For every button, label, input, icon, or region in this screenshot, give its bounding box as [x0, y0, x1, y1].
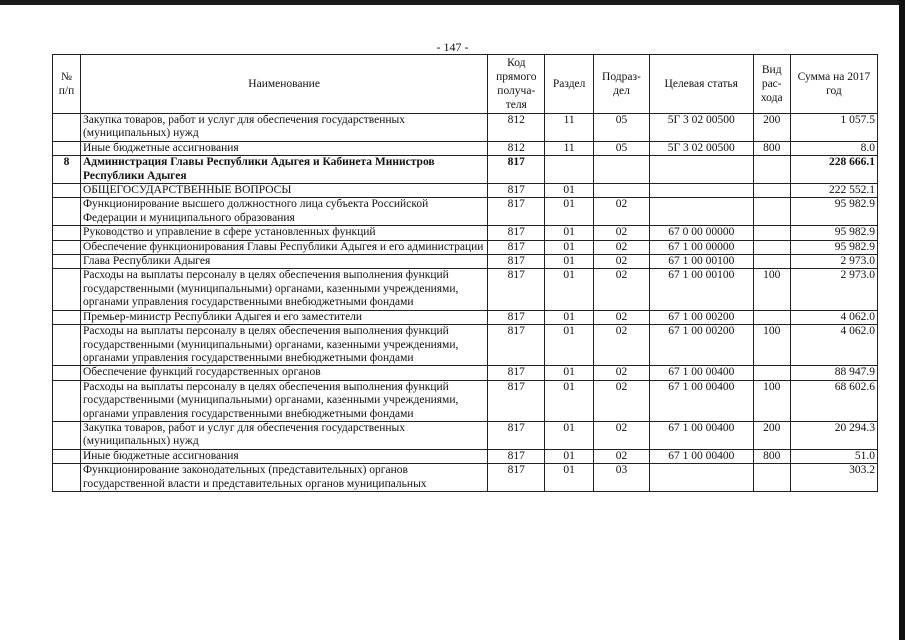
- cell-article: 67 1 00 00100: [649, 269, 753, 310]
- cell-article: 67 1 00 00400: [649, 366, 753, 380]
- header-expense-type: Вид рас-хода: [753, 55, 790, 114]
- cell-num: [53, 226, 81, 240]
- cell-section: 01: [545, 184, 594, 198]
- cell-num: [53, 366, 81, 380]
- cell-sum: 4 062.0: [790, 310, 877, 324]
- cell-type: [753, 240, 790, 254]
- table-row: [53, 184, 878, 198]
- cell-article: 67 1 00 00200: [649, 310, 753, 324]
- cell-num: [53, 269, 81, 310]
- cell-sum: 95 982.9: [790, 240, 877, 254]
- cell-subsection: [593, 184, 649, 198]
- cell-code: 812: [488, 141, 545, 155]
- cell-section: 01: [545, 421, 594, 449]
- header-sum: Сумма на 2017 год: [790, 55, 877, 114]
- header-num: № п/п: [53, 55, 81, 114]
- cell-article: 5Г 3 02 00500: [649, 114, 753, 142]
- cell-code: 817: [488, 184, 545, 198]
- cell-type: 200: [753, 421, 790, 449]
- cell-name: Администрация Главы Республики Адыгея и Кабинета Министров Республики Адыгея: [80, 156, 487, 184]
- cell-section: 01: [545, 449, 594, 463]
- cell-type: 800: [753, 449, 790, 463]
- cell-section: 01: [545, 255, 594, 269]
- cell-code: 812: [488, 114, 545, 142]
- cell-subsection: 02: [593, 240, 649, 254]
- cell-sum: 51.0: [790, 449, 877, 463]
- header-article: Целевая статья: [649, 55, 753, 114]
- cell-num: [53, 255, 81, 269]
- cell-type: 800: [753, 141, 790, 155]
- cell-code: 817: [488, 449, 545, 463]
- table-row: [53, 198, 878, 226]
- table-row: [53, 449, 878, 463]
- cell-num: [53, 421, 81, 449]
- table-row: [53, 325, 878, 366]
- table-header-row: [53, 55, 878, 114]
- cell-code: 817: [488, 421, 545, 449]
- cell-num: [53, 310, 81, 324]
- cell-sum: 8.0: [790, 141, 877, 155]
- cell-sum: 20 294.3: [790, 421, 877, 449]
- cell-type: [753, 464, 790, 492]
- cell-num: [53, 380, 81, 421]
- cell-subsection: 02: [593, 269, 649, 310]
- table-row: [53, 226, 878, 240]
- table-row: [53, 464, 878, 492]
- cell-name: Глава Республики Адыгея: [80, 255, 487, 269]
- cell-name: Функционирование законодательных (представительных) органов государственной власти и представительных органов муниципальных: [80, 464, 487, 492]
- cell-type: [753, 156, 790, 184]
- cell-sum: 95 982.9: [790, 198, 877, 226]
- budget-table: [52, 54, 878, 492]
- cell-subsection: [593, 156, 649, 184]
- cell-article: [649, 198, 753, 226]
- table-row: [53, 255, 878, 269]
- cell-article: [649, 156, 753, 184]
- cell-sum: 1 057.5: [790, 114, 877, 142]
- table-row: [53, 269, 878, 310]
- cell-subsection: 05: [593, 141, 649, 155]
- header-name: Наименование: [80, 55, 487, 114]
- cell-name: Закупка товаров, работ и услуг для обеспечения государственных (муниципальных) нужд: [80, 421, 487, 449]
- table-row: [53, 310, 878, 324]
- cell-name: Иные бюджетные ассигнования: [80, 141, 487, 155]
- table-row: [53, 421, 878, 449]
- cell-sum: 222 552.1: [790, 184, 877, 198]
- cell-section: 01: [545, 198, 594, 226]
- cell-code: 817: [488, 226, 545, 240]
- cell-type: 100: [753, 269, 790, 310]
- cell-sum: 2 973.0: [790, 255, 877, 269]
- cell-name: Обеспечение функций государственных органов: [80, 366, 487, 380]
- header-subsection: Подраз-дел: [593, 55, 649, 114]
- cell-sum: 2 973.0: [790, 269, 877, 310]
- cell-code: 817: [488, 464, 545, 492]
- cell-code: 817: [488, 269, 545, 310]
- cell-subsection: 02: [593, 421, 649, 449]
- cell-section: 01: [545, 380, 594, 421]
- table-row: [53, 141, 878, 155]
- cell-article: 67 1 00 00100: [649, 255, 753, 269]
- cell-subsection: 02: [593, 380, 649, 421]
- table-row: [53, 114, 878, 142]
- table-row: [53, 240, 878, 254]
- cell-num: [53, 141, 81, 155]
- scan-right-edge: [899, 0, 905, 640]
- cell-section: 01: [545, 269, 594, 310]
- cell-section: 11: [545, 141, 594, 155]
- cell-type: [753, 310, 790, 324]
- cell-type: [753, 198, 790, 226]
- cell-sum: 95 982.9: [790, 226, 877, 240]
- header-section: Раздел: [545, 55, 594, 114]
- cell-section: 01: [545, 325, 594, 366]
- cell-type: 200: [753, 114, 790, 142]
- cell-subsection: 02: [593, 198, 649, 226]
- table-row: [53, 366, 878, 380]
- cell-section: 01: [545, 226, 594, 240]
- cell-article: [649, 184, 753, 198]
- cell-section: 11: [545, 114, 594, 142]
- cell-num: [53, 114, 81, 142]
- cell-type: [753, 184, 790, 198]
- table-row: [53, 380, 878, 421]
- cell-num: [53, 198, 81, 226]
- cell-subsection: 03: [593, 464, 649, 492]
- cell-article: 67 0 00 00000: [649, 226, 753, 240]
- cell-subsection: 02: [593, 226, 649, 240]
- cell-type: 100: [753, 325, 790, 366]
- cell-name: Расходы на выплаты персоналу в целях обеспечения выполнения функций государственными (муниципальными) органами, казенными учреждениями, органами управления государственными внебюджетными фондами: [80, 380, 487, 421]
- cell-sum: 303.2: [790, 464, 877, 492]
- cell-name: Иные бюджетные ассигнования: [80, 449, 487, 463]
- cell-sum: 88 947.9: [790, 366, 877, 380]
- cell-code: 817: [488, 325, 545, 366]
- cell-name: Руководство и управление в сфере установленных функций: [80, 226, 487, 240]
- cell-name: Обеспечение функционирования Главы Республики Адыгея и его администрации: [80, 240, 487, 254]
- cell-sum: 228 666.1: [790, 156, 877, 184]
- cell-code: 817: [488, 366, 545, 380]
- cell-section: 01: [545, 310, 594, 324]
- cell-subsection: 02: [593, 366, 649, 380]
- cell-name: ОБЩЕГОСУДАРСТВЕННЫЕ ВОПРОСЫ: [80, 184, 487, 198]
- cell-type: [753, 255, 790, 269]
- cell-article: 67 1 00 00400: [649, 380, 753, 421]
- cell-subsection: 05: [593, 114, 649, 142]
- cell-subsection: 02: [593, 449, 649, 463]
- cell-subsection: 02: [593, 310, 649, 324]
- page-number: - 147 -: [436, 40, 469, 54]
- cell-type: [753, 226, 790, 240]
- cell-section: 01: [545, 366, 594, 380]
- cell-code: 817: [488, 310, 545, 324]
- cell-sum: 68 602.6: [790, 380, 877, 421]
- cell-section: 01: [545, 240, 594, 254]
- cell-code: 817: [488, 156, 545, 184]
- cell-num: [53, 184, 81, 198]
- cell-article: 67 1 00 00200: [649, 325, 753, 366]
- cell-article: [649, 464, 753, 492]
- cell-num: [53, 240, 81, 254]
- cell-num: 8: [53, 156, 81, 184]
- cell-section: 01: [545, 464, 594, 492]
- cell-article: 67 1 00 00000: [649, 240, 753, 254]
- cell-code: 817: [488, 255, 545, 269]
- cell-sum: 4 062.0: [790, 325, 877, 366]
- cell-num: [53, 464, 81, 492]
- cell-subsection: 02: [593, 325, 649, 366]
- cell-num: [53, 449, 81, 463]
- cell-subsection: 02: [593, 255, 649, 269]
- cell-name: Расходы на выплаты персоналу в целях обеспечения выполнения функций государственными (муниципальными) органами, казенными учреждениями, органами управления государственными внебюджетными фондами: [80, 325, 487, 366]
- cell-type: [753, 366, 790, 380]
- cell-article: 67 1 00 00400: [649, 449, 753, 463]
- cell-code: 817: [488, 380, 545, 421]
- cell-section: [545, 156, 594, 184]
- cell-name: Премьер-министр Республики Адыгея и его заместители: [80, 310, 487, 324]
- cell-code: 817: [488, 198, 545, 226]
- table-row: [53, 156, 878, 184]
- cell-num: [53, 325, 81, 366]
- cell-name: Расходы на выплаты персоналу в целях обеспечения выполнения функций государственными (муниципальными) органами, казенными учреждениями, органами управления государственными внебюджетными фондами: [80, 269, 487, 310]
- cell-name: Закупка товаров, работ и услуг для обеспечения государственных (муниципальных) нужд: [80, 114, 487, 142]
- header-code: Код прямого получа-теля: [488, 55, 545, 114]
- cell-article: 67 1 00 00400: [649, 421, 753, 449]
- scan-top-edge: [0, 0, 905, 5]
- cell-name: Функционирование высшего должностного лица субъекта Российской Федерации и муниципального образования: [80, 198, 487, 226]
- cell-article: 5Г 3 02 00500: [649, 141, 753, 155]
- cell-code: 817: [488, 240, 545, 254]
- cell-type: 100: [753, 380, 790, 421]
